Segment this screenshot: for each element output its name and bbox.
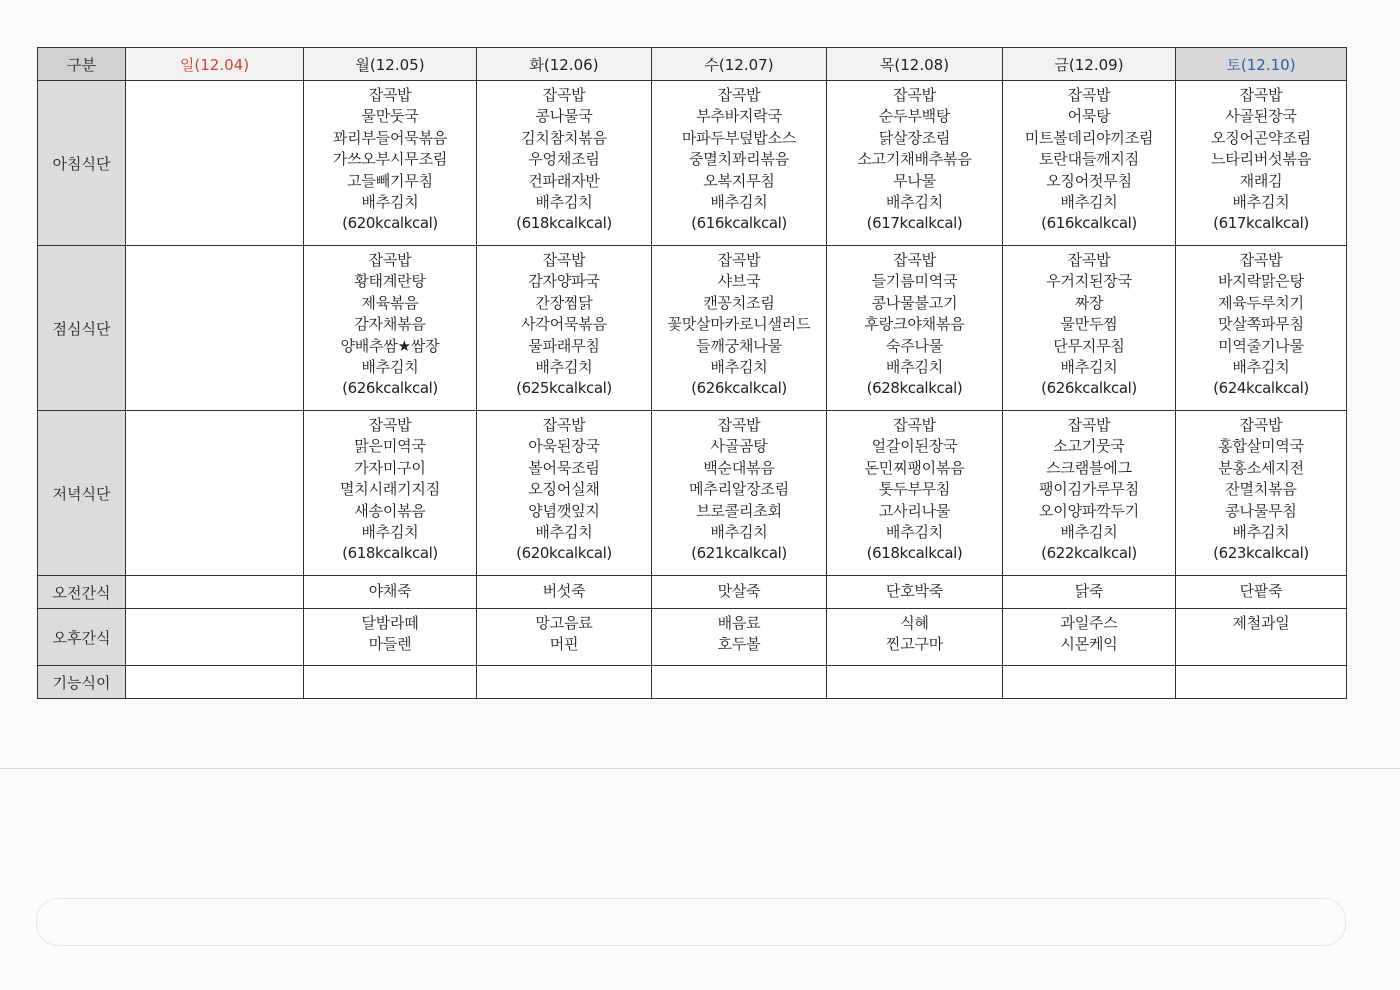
menu-item: 어묵탕 [1067,107,1111,126]
menu-cell-fri [1003,666,1176,699]
menu-item: 배추김치 [535,523,593,542]
menu-item: 스크램블에그 [1046,458,1132,477]
menu-cell-thu [827,411,1003,576]
menu-item: 캔꽁치조림 [703,293,775,312]
row-label: 점심식단 [38,246,126,411]
menu-item: 배추김치 [1232,523,1290,542]
menu-item: 오징어실채 [528,480,600,499]
menu-cell-sat [1176,609,1347,666]
menu-item: 배추김치 [885,523,944,542]
menu-cell-mon [304,609,477,666]
menu-cell-sat [1176,411,1347,576]
calorie-total: (618kcalkcal) [342,544,438,563]
calorie-total: (628kcalkcal) [866,379,963,398]
menu-cell-fri [1003,246,1176,411]
row-functional-diet [38,666,1347,699]
menu-cell-fri [1003,81,1176,246]
menu-item: 배추김치 [535,358,593,377]
row-label: 저녁식단 [38,411,126,576]
menu-item: 콩나물불고기 [871,293,958,312]
scan-bleed-box [36,898,1346,946]
menu-cell-sat [1176,81,1347,246]
menu-item: 양배추쌈★쌈장 [340,336,440,355]
menu-item: 배추김치 [710,358,768,377]
menu-item: 들깨궁채나물 [696,336,782,355]
menu-item: 고들빼기무침 [347,171,433,190]
day-header-wed: 수(12.07) [652,48,827,81]
menu-item: 새송이볶음 [354,501,426,520]
row-label: 아침식단 [38,81,126,246]
menu-cell-wed [652,666,827,699]
menu-cell-thu [827,609,1003,666]
day-header-thu: 목(12.08) [827,48,1003,81]
menu-cell-wed [652,246,827,411]
menu-item: 아욱된장국 [528,437,600,456]
calorie-total: (616kcalkcal) [1041,214,1137,233]
menu-item: 사골곰탕 [710,437,768,456]
menu-item: 배추김치 [361,193,419,212]
menu-item: 제육두루치기 [1218,293,1304,312]
menu-item: 잡곡밥 [893,86,936,104]
menu-cell-sun [126,81,304,246]
menu-item: 배추김치 [1060,523,1118,542]
menu-item: 분홍소세지전 [1218,458,1304,477]
menu-item: 제철과일 [1232,614,1290,632]
menu-item: 김치참치볶음 [521,128,607,147]
menu-item: 무나물 [893,171,936,190]
menu-item: 꽈리부들어묵볶음 [332,128,448,147]
scan-fold-line [0,768,1400,769]
menu-cell-tue [477,666,652,699]
menu-item: 잡곡밥 [1239,251,1283,269]
menu-item: 우거지된장국 [1046,272,1132,291]
menu-item: 잡곡밥 [893,251,936,269]
menu-item: 재래김 [1239,171,1283,190]
menu-item: 간장찜닭 [535,293,593,312]
menu-item: 느타리버섯볶음 [1210,150,1312,169]
menu-cell-sat [1176,246,1347,411]
day-header-sun: 일(12.04) [126,48,304,81]
day-header-fri: 금(12.09) [1003,48,1176,81]
calorie-total: (617kcalkcal) [1213,214,1309,233]
row-morning-snack [38,576,1347,609]
menu-item: 바지락맑은탕 [1218,272,1304,291]
calorie-total: (618kcalkcal) [516,214,612,233]
menu-item: 잡곡밥 [1239,86,1283,104]
menu-item: 달밤라떼 [361,614,419,632]
menu-item: 과일주스 [1060,614,1118,632]
menu-cell-fri [1003,576,1176,609]
menu-item: 배추김치 [535,193,593,212]
calorie-total: (621kcalkcal) [691,544,787,563]
menu-cell-fri [1003,411,1176,576]
menu-cell-wed [652,609,827,666]
menu-item: 콩나물국 [535,107,593,126]
calorie-total: (618kcalkcal) [866,544,963,563]
menu-item: 볼어묵조림 [528,458,600,477]
menu-item: 단호박죽 [885,582,944,601]
menu-item: 배추김치 [361,523,419,542]
menu-item: 우엉채조림 [528,150,600,169]
menu-item: 맛살쪽파무침 [1218,315,1304,334]
menu-item: 마들렌 [368,635,412,654]
menu-cell-tue [477,576,652,609]
row-label: 오전간식 [38,576,126,609]
row-label: 기능식이 [38,666,126,699]
menu-item: 물만둣국 [361,107,419,126]
menu-cell-mon [304,666,477,699]
menu-cell-wed [652,576,827,609]
menu-cell-thu [827,246,1003,411]
menu-item: 식혜 [900,614,929,632]
menu-item: 잡곡밥 [542,86,586,104]
calorie-total: (623kcalkcal) [1213,544,1309,563]
menu-item: 배추김치 [885,358,944,377]
menu-item: 감자양파국 [528,272,600,291]
menu-cell-tue [477,609,652,666]
menu-cell-sun [126,666,304,699]
menu-item: 고사리나물 [878,501,951,520]
menu-item: 잡곡밥 [1067,416,1111,434]
menu-item: 중멸치꽈리볶음 [688,150,790,169]
menu-item: 잡곡밥 [1067,251,1111,269]
menu-item: 사각어묵볶음 [521,315,607,334]
calorie-total: (620kcalkcal) [342,214,438,233]
menu-cell-mon [304,81,477,246]
menu-item: 마파두부덮밥소스 [681,128,797,147]
weekly-menu-table [37,47,1347,699]
row-label: 오후간식 [38,609,126,666]
menu-item: 감자채볶음 [354,315,426,334]
menu-item: 배추김치 [1232,193,1290,212]
menu-item: 후랑크야채볶음 [864,315,965,334]
menu-item: 잡곡밥 [368,416,412,434]
menu-item: 잡곡밥 [368,86,412,104]
menu-item: 시몬케익 [1060,635,1118,654]
day-header-mon: 월(12.05) [304,48,477,81]
menu-cell-wed [652,81,827,246]
menu-item: 닭죽 [1074,582,1104,601]
menu-item: 미역줄기나물 [1218,336,1304,355]
menu-item: 오징어젓무침 [1046,171,1132,190]
calorie-total: (620kcalkcal) [516,544,612,563]
row-breakfast [38,81,1347,246]
menu-item: 맛살죽 [717,582,761,601]
day-header-sat: 토(12.10) [1176,48,1347,81]
menu-item: 얼갈이된장국 [871,437,958,456]
menu-cell-thu [827,576,1003,609]
menu-item: 단무지무침 [1053,336,1125,355]
menu-cell-sun [126,609,304,666]
calorie-total: (617kcalkcal) [866,214,963,233]
menu-item: 꽃맛살마카로니샐러드 [667,315,811,334]
menu-cell-wed [652,411,827,576]
menu-item: 양념깻잎지 [528,501,600,520]
menu-item: 머핀 [549,635,579,654]
menu-item: 토란대들깨지짐 [1038,150,1140,169]
menu-item: 잡곡밥 [1067,86,1111,104]
menu-item: 물파래무침 [528,336,600,355]
menu-item: 가쓰오부시무조림 [332,150,448,169]
menu-item: 맑은미역국 [354,437,426,456]
calorie-total: (626kcalkcal) [342,379,438,398]
menu-item: 배추김치 [1060,358,1118,377]
menu-cell-sun [126,576,304,609]
menu-item: 배추김치 [361,358,419,377]
menu-item: 건파래자반 [528,171,600,190]
calorie-total: (626kcalkcal) [1041,379,1137,398]
header-corner: 구분 [38,48,126,81]
menu-item: 잡곡밥 [717,416,761,434]
menu-item: 찐고구마 [885,635,944,654]
menu-item: 소고기뭇국 [1053,437,1125,456]
menu-item: 망고음료 [535,614,593,632]
menu-item: 잔멸치볶음 [1225,480,1297,499]
calorie-total: (625kcalkcal) [516,379,612,398]
menu-item: 배음료 [717,614,761,632]
calorie-total: (624kcalkcal) [1213,379,1309,398]
menu-cell-sat [1176,576,1347,609]
menu-item: 배추김치 [1232,358,1290,377]
menu-item: 잡곡밥 [893,416,936,434]
menu-cell-sun [126,246,304,411]
menu-item: 잡곡밥 [542,416,586,434]
menu-item: 짜장 [1074,293,1104,312]
menu-item: 배추김치 [710,523,768,542]
menu-item: 미트볼데리야끼조림 [1024,128,1154,147]
menu-item: 야채죽 [368,582,412,601]
menu-cell-sun [126,411,304,576]
menu-item: 배추김치 [885,193,944,212]
menu-item: 잡곡밥 [1239,416,1283,434]
row-dinner [38,411,1347,576]
menu-item: 순두부백탕 [878,107,951,126]
menu-item: 메추리알장조림 [688,480,790,499]
menu-item: 팽이김가루무침 [1038,480,1140,499]
menu-item: 톳두부무침 [878,480,951,499]
menu-item: 단팥죽 [1239,582,1283,601]
menu-item: 가자미구이 [354,458,426,477]
menu-item: 부추바지락국 [696,107,782,126]
menu-cell-thu [827,81,1003,246]
menu-item: 오이양파깍두기 [1038,501,1140,520]
menu-item: 제육볶음 [361,293,419,312]
menu-item: 닭살장조림 [878,128,951,147]
menu-item: 오복지무침 [703,171,775,190]
menu-cell-thu [827,666,1003,699]
menu-item: 멸치시래기지짐 [339,480,441,499]
row-lunch [38,246,1347,411]
menu-item: 샤브국 [717,272,761,291]
menu-item: 호두볼 [717,635,761,654]
menu-item: 배추김치 [710,193,768,212]
menu-cell-tue [477,246,652,411]
menu-cell-sat [1176,666,1347,699]
menu-item: 들기름미역국 [871,272,958,291]
menu-item: 소고기채배추볶음 [857,150,972,169]
menu-item: 홍합살미역국 [1218,437,1304,456]
menu-item: 배추김치 [1060,193,1118,212]
calorie-total: (622kcalkcal) [1041,544,1137,563]
menu-item: 숙주나물 [885,336,944,355]
calorie-total: (626kcalkcal) [691,379,787,398]
menu-cell-mon [304,576,477,609]
menu-item: 잡곡밥 [717,86,761,104]
menu-item: 황태계란탕 [354,272,426,291]
menu-item: 잡곡밥 [542,251,586,269]
menu-cell-mon [304,246,477,411]
menu-item: 콩나물무침 [1225,501,1297,520]
row-afternoon-snack [38,609,1347,666]
menu-item: 돈민찌팽이볶음 [864,458,965,477]
calorie-total: (616kcalkcal) [691,214,787,233]
menu-cell-tue [477,81,652,246]
header-row [38,48,1347,81]
menu-cell-mon [304,411,477,576]
menu-cell-tue [477,411,652,576]
menu-item: 물만두찜 [1060,315,1118,334]
menu-item: 오징어곤약조림 [1210,128,1312,147]
menu-item: 브로콜리초회 [696,501,782,520]
menu-item: 버섯죽 [542,582,586,601]
menu-item: 잡곡밥 [368,251,412,269]
day-header-tue: 화(12.06) [477,48,652,81]
menu-item: 백순대볶음 [703,458,775,477]
menu-item: 잡곡밥 [717,251,761,269]
menu-cell-fri [1003,609,1176,666]
menu-item: 사골된장국 [1225,107,1297,126]
